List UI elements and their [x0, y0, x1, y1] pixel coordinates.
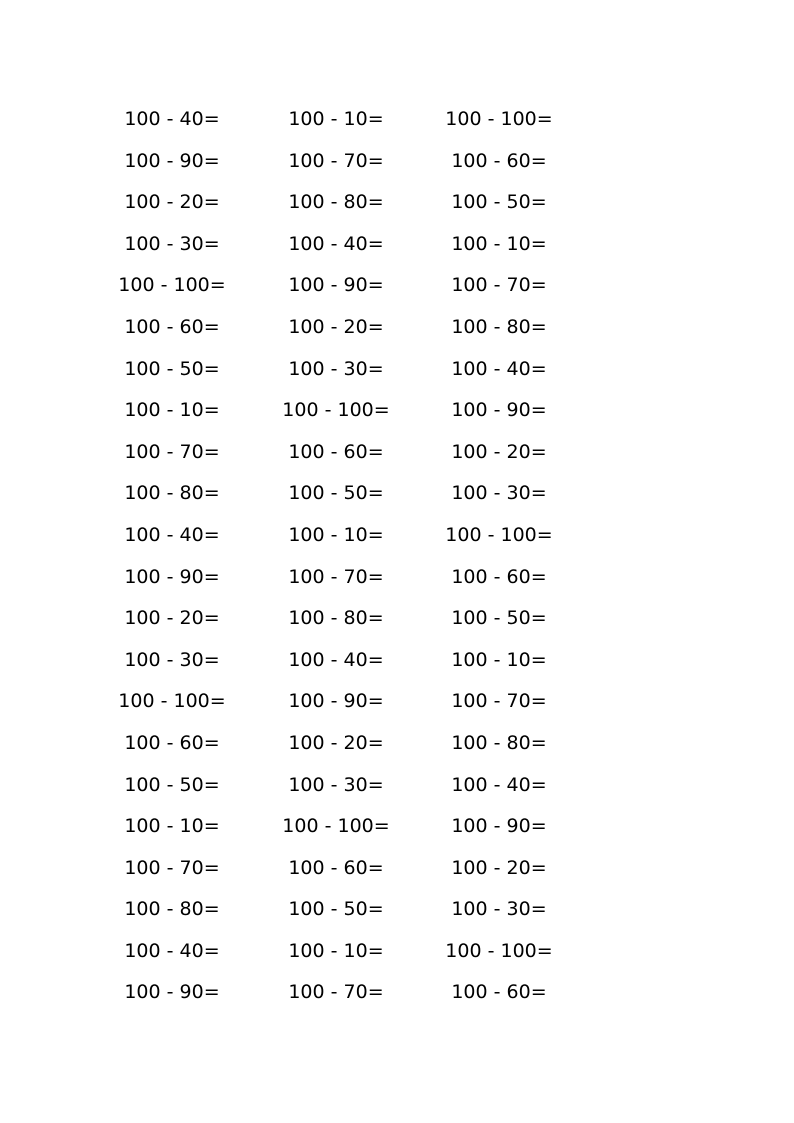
math-problem: 100 - 30=: [451, 482, 547, 505]
problem-row: [0, 806, 794, 848]
math-problem: 100 - 60=: [288, 856, 384, 879]
math-problem: 100 - 20=: [451, 440, 547, 463]
math-problem: 100 - 30=: [124, 648, 220, 671]
problem-row: [0, 889, 794, 931]
math-problem: 100 - 70=: [124, 856, 220, 879]
math-problem: 100 - 10=: [124, 399, 220, 422]
math-problem: 100 - 100=: [282, 815, 390, 838]
math-problem: 100 - 20=: [124, 607, 220, 630]
math-problem: 100 - 30=: [451, 898, 547, 921]
problem-row: [0, 224, 794, 266]
math-problem: 100 - 90=: [124, 981, 220, 1004]
math-problem: 100 - 40=: [288, 648, 384, 671]
math-problem: 100 - 70=: [124, 440, 220, 463]
math-problem: 100 - 100=: [445, 108, 553, 130]
math-problem: 100 - 70=: [288, 981, 384, 1004]
math-problem: 100 - 90=: [288, 690, 384, 713]
math-problem: 100 - 60=: [288, 440, 384, 463]
math-problem: 100 - 40=: [451, 357, 547, 380]
math-problem: 100 - 100=: [282, 399, 390, 422]
math-problem: 100 - 90=: [124, 149, 220, 172]
problem-row: [0, 265, 794, 307]
math-problem: 100 - 100=: [118, 690, 226, 713]
math-problem: 100 - 70=: [288, 565, 384, 588]
problem-row: [0, 515, 794, 557]
math-problem: 100 - 30=: [124, 232, 220, 255]
problem-row: [0, 931, 794, 973]
math-problem: 100 - 10=: [451, 648, 547, 671]
math-problem: 100 - 40=: [451, 773, 547, 796]
math-problem: 100 - 60=: [451, 565, 547, 588]
math-problem: 100 - 100=: [445, 523, 553, 546]
math-problem: 100 - 90=: [451, 815, 547, 838]
problem-row: [0, 640, 794, 682]
math-problem: 100 - 60=: [124, 731, 220, 754]
problem-row: [0, 390, 794, 432]
math-problem: 100 - 70=: [451, 274, 547, 297]
problem-row: [0, 681, 794, 723]
math-problem: 100 - 90=: [451, 399, 547, 422]
problem-row: [0, 598, 794, 640]
problem-row: [0, 765, 794, 807]
math-problem: 100 - 70=: [288, 149, 384, 172]
problem-row: [0, 473, 794, 515]
math-problem: 100 - 80=: [451, 315, 547, 338]
math-problem: 100 - 40=: [124, 523, 220, 546]
problem-row: [0, 349, 794, 391]
problem-row: [0, 99, 794, 141]
problem-row: [0, 307, 794, 349]
problem-row: [0, 972, 794, 1014]
math-problem: 100 - 80=: [124, 482, 220, 505]
math-problem: 100 - 80=: [451, 731, 547, 754]
math-problem: 100 - 10=: [288, 108, 384, 130]
math-problem: 100 - 10=: [451, 232, 547, 255]
problem-row: [0, 723, 794, 765]
math-problem: 100 - 20=: [451, 856, 547, 879]
math-problem: 100 - 50=: [451, 191, 547, 214]
math-problem: 100 - 80=: [288, 607, 384, 630]
math-problem: 100 - 70=: [451, 690, 547, 713]
math-problem: 100 - 80=: [288, 191, 384, 214]
math-problem: 100 - 50=: [124, 773, 220, 796]
math-problem: 100 - 40=: [288, 232, 384, 255]
problem-row: [0, 432, 794, 474]
math-problem: 100 - 20=: [288, 315, 384, 338]
math-problem: 100 - 60=: [451, 981, 547, 1004]
math-problem: 100 - 40=: [124, 939, 220, 962]
problem-row: [0, 182, 794, 224]
math-problem: 100 - 80=: [124, 898, 220, 921]
problem-row: [0, 141, 794, 183]
math-problem: 100 - 10=: [124, 815, 220, 838]
math-problem: 100 - 30=: [288, 773, 384, 796]
math-problem: 100 - 10=: [288, 939, 384, 962]
math-problem: 100 - 100=: [118, 274, 226, 297]
math-problem: 100 - 30=: [288, 357, 384, 380]
math-problem: 100 - 60=: [124, 315, 220, 338]
math-problem: 100 - 20=: [288, 731, 384, 754]
subtraction-worksheet: [0, 99, 794, 1014]
math-problem: 100 - 20=: [124, 191, 220, 214]
math-problem: 100 - 50=: [288, 482, 384, 505]
problem-row: [0, 848, 794, 890]
math-problem: 100 - 10=: [288, 523, 384, 546]
math-problem: 100 - 50=: [124, 357, 220, 380]
math-problem: 100 - 50=: [451, 607, 547, 630]
math-problem: 100 - 40=: [124, 108, 220, 130]
math-problem: 100 - 60=: [451, 149, 547, 172]
problem-row: [0, 557, 794, 599]
math-problem: 100 - 50=: [288, 898, 384, 921]
math-problem: 100 - 100=: [445, 939, 553, 962]
math-problem: 100 - 90=: [124, 565, 220, 588]
math-problem: 100 - 90=: [288, 274, 384, 297]
